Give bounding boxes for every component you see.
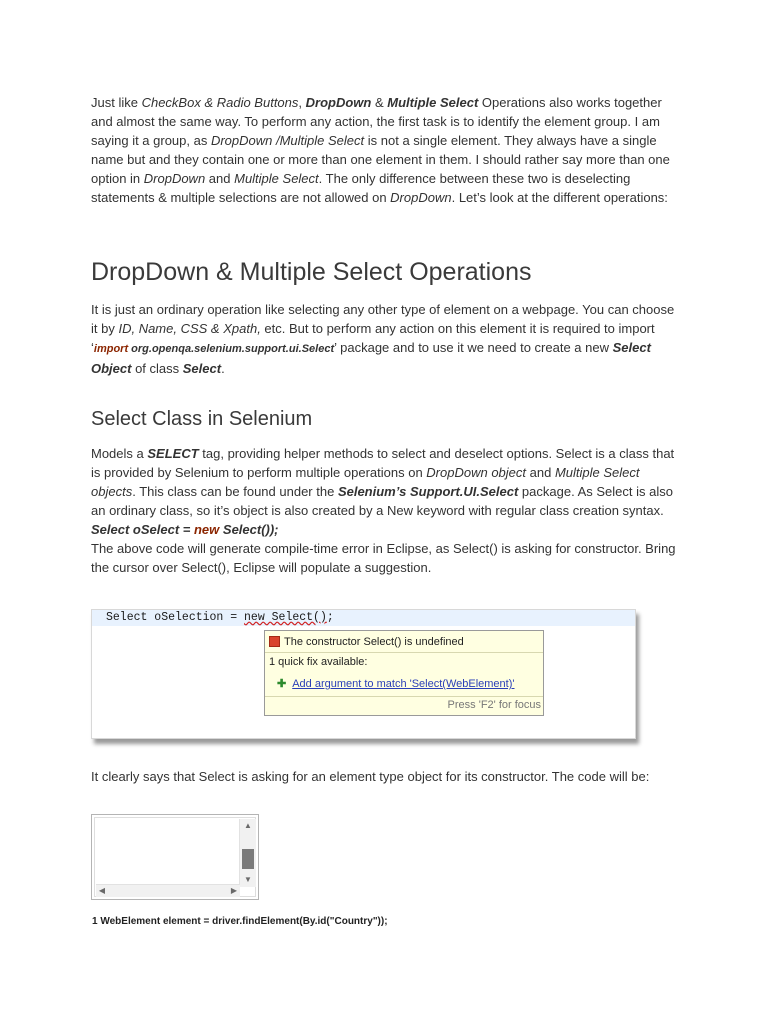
text: Select Object [91, 340, 651, 376]
text: ID, Name, CSS & Xpath, [118, 321, 261, 336]
text: Multiple Select [387, 95, 479, 110]
package-name: org.openqa.selenium.support.ui.Select [128, 343, 335, 355]
text: , [298, 95, 306, 110]
quickfix-count: 1 quick fix available: [269, 656, 368, 668]
keyword-new: new [193, 522, 220, 537]
section-heading: DropDown & Multiple Select Operations [91, 258, 532, 286]
focus-hint: Press 'F2' for focus [447, 699, 541, 711]
editor-frame [91, 609, 636, 739]
text: Operations also works together and almost the same way. To perform any action, the first task is to identify the element group. I am saying it a group, as [91, 95, 662, 148]
quickfix-plus-icon: ✚ [277, 678, 287, 690]
code-line [106, 611, 334, 624]
keyword-import: import [93, 343, 129, 355]
text: Multiple Select objects [91, 465, 640, 499]
error-message-row [269, 634, 464, 650]
text: SELECT [147, 446, 199, 461]
text: ’ package and to use it we need to create a new [334, 340, 613, 355]
code-snippet: Select oSelect = [91, 522, 194, 537]
text: DropDown [143, 171, 206, 186]
text: . This class can be found under the [132, 484, 338, 499]
text: It is just an ordinary operation like selecting any other type of element on a webpage. You can choose it by [91, 302, 675, 336]
code-text: ; [326, 611, 334, 624]
text: Multiple Select [234, 171, 319, 186]
vertical-scrollbar[interactable] [239, 819, 256, 887]
text: and [205, 171, 235, 186]
intro-paragraph [91, 93, 681, 207]
scroll-right-arrow-icon[interactable]: ▶ [230, 886, 238, 895]
text: tag, providing helper methods to select and deselect options. Select is a class that is provided by Selenium to perform multiple operations on [91, 446, 675, 480]
text: Just like [91, 95, 142, 110]
text: CheckBox & Radio Buttons [141, 95, 299, 110]
error-icon [269, 636, 280, 647]
quickfix-tooltip [264, 630, 544, 716]
text: . [221, 361, 225, 376]
code-snippet: Select()); [219, 522, 279, 537]
text: Models a [91, 446, 148, 461]
constructor-paragraph: It clearly says that Select is asking for an element type object for its constructor. The code will be: [91, 769, 650, 784]
code-line-webelement: 1 WebElement element = driver.findElement(By.id("Country")); [92, 916, 388, 927]
select-class-paragraph [91, 444, 681, 577]
code-line-highlight [92, 610, 635, 626]
text: DropDown [390, 190, 452, 205]
scroll-left-arrow-icon[interactable]: ◀ [98, 886, 106, 895]
error-message: The constructor Select() is undefined [284, 636, 464, 648]
text: etc. But to perform any action on this element it is required to import ‘ [91, 321, 655, 355]
quickfix-row [277, 676, 515, 692]
text: DropDown object [426, 465, 527, 480]
import-paragraph [91, 300, 681, 378]
horizontal-scrollbar[interactable] [96, 884, 240, 897]
text: Selenium’s Support.UI.Select [337, 484, 519, 499]
text: The above code will generate compile-time error in Eclipse, as Select() is asking for constructor. Bring the cursor over Select(), Eclipse will populate a suggestion. [91, 541, 676, 575]
text: Select [182, 361, 222, 376]
error-underlined-code[interactable]: new Select() [244, 611, 327, 624]
text: . The only difference between these two is deselecting statements & multiple selections are not allowed on [91, 171, 631, 205]
scroll-down-arrow-icon[interactable]: ▼ [244, 875, 252, 884]
text: DropDown /Multiple Select [210, 133, 365, 148]
text: and [526, 465, 555, 480]
subsection-heading: Select Class in Selenium [91, 408, 313, 430]
quickfix-link[interactable]: Add argument to match 'Select(WebElement)' [292, 678, 515, 690]
text: of class [131, 361, 183, 376]
divider [265, 652, 543, 653]
text: is not a single element. They always have a single name but and they contain one or more than one element in them. I should rather say more than one option in [91, 133, 670, 186]
text: package. As Select is also an ordinary class, so it’s object is also created by a New keyword with regular class creation syntax. [91, 484, 673, 518]
text: DropDown [305, 95, 372, 110]
text: . Let’s look at the different operations: [451, 190, 668, 205]
code-text: Select oSelection = [106, 611, 245, 624]
text: & [371, 95, 388, 110]
divider [265, 696, 543, 697]
eclipse-screenshot [91, 609, 636, 739]
embedded-code-box[interactable] [91, 814, 259, 900]
scrollbar-thumb[interactable] [242, 849, 254, 869]
scroll-up-arrow-icon[interactable]: ▲ [244, 821, 252, 830]
